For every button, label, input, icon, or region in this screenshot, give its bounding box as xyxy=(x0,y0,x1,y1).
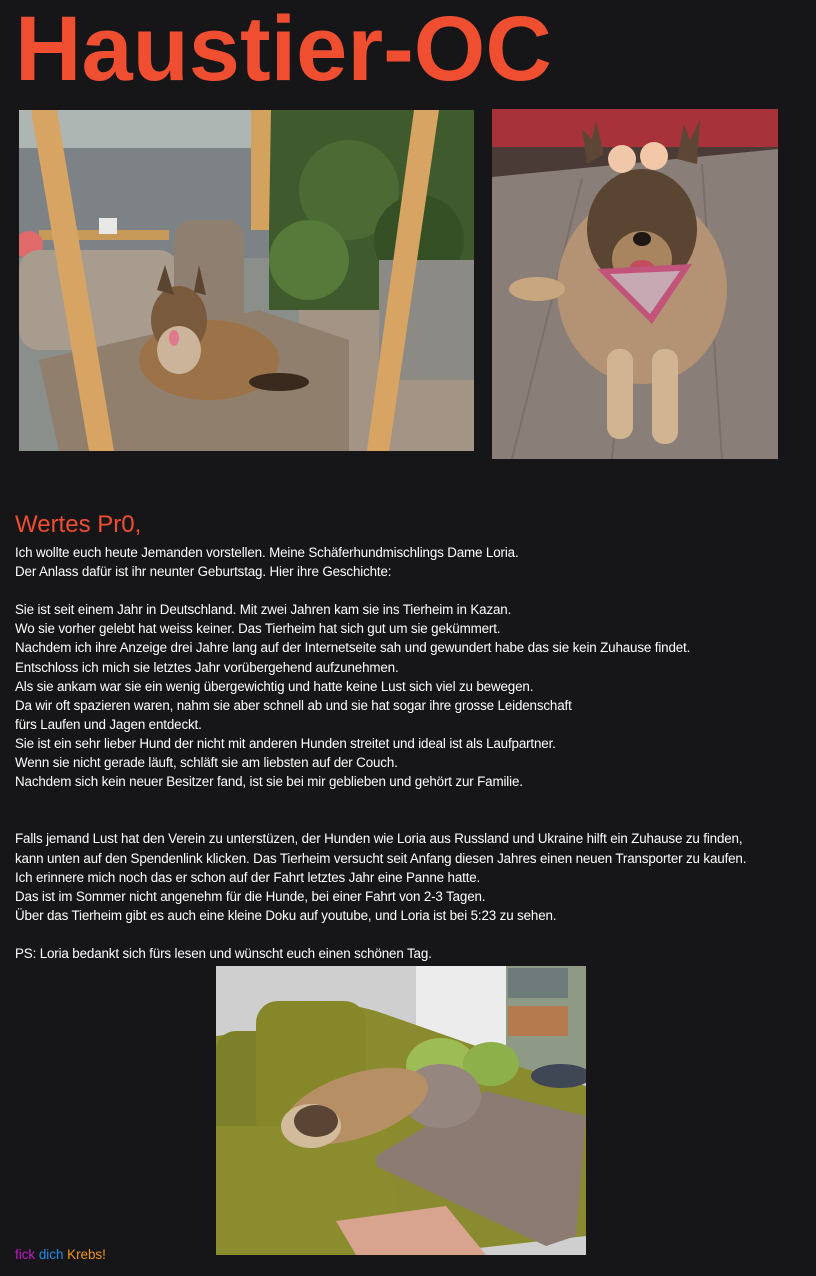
photo-dog-sleeping-on-sofa xyxy=(216,966,586,1255)
photo-dog-on-outdoor-couch xyxy=(19,110,474,451)
story-line: Da wir oft spazieren waren, nahm sie aber schnell ab und sie hat sogar ihre grosse Leidenschaft xyxy=(15,697,572,713)
story-line: fürs Laufen und Jagen entdeckt. xyxy=(15,716,202,732)
story-line: Als sie ankam war sie ein wenig übergewichtig und hatte keine Lust sich viel zu bewegen. xyxy=(15,678,534,694)
paragraph-spacer xyxy=(15,925,815,944)
page-title: Haustier-OC xyxy=(15,0,552,100)
photo-dog-on-outdoor-couch-image xyxy=(19,110,474,451)
photo-dog-sleeping-on-sofa-image xyxy=(216,966,586,1255)
paragraph-spacer xyxy=(15,791,815,829)
story-line: Nachdem sich kein neuer Besitzer fand, ist sie bei mir geblieben und gehört zur Familie. xyxy=(15,774,523,790)
footer-signature xyxy=(15,1247,106,1263)
post-body xyxy=(15,543,815,963)
ps-line: PS: Loria bedankt sich fürs lesen und wünscht euch einen schönen Tag. xyxy=(15,945,432,961)
donation-line: Ich erinnere mich noch das er schon auf der Fahrt letztes Jahr eine Panne hatte. xyxy=(15,869,481,885)
donation-line: Das ist im Sommer nicht angenehm für die Hunde, bei einer Fahrt von 2-3 Tagen. xyxy=(15,888,486,904)
story-line: Wo sie vorher gelebt hat weiss keiner. Das Tierheim hat sich gut um sie gekümmert. xyxy=(15,621,501,637)
intro-line: Der Anlass dafür ist ihr neunter Geburtstag. Hier ihre Geschichte: xyxy=(15,564,392,580)
footer-word: dich xyxy=(38,1247,64,1262)
story-line: Sie ist ein sehr lieber Hund der nicht mit anderen Hunden streitet und ideal ist als Laufpartner. xyxy=(15,735,556,751)
story-line: Entschloss ich mich sie letztes Jahr vorübergehend aufzunehmen. xyxy=(15,659,399,675)
photo-dog-with-antlers-image xyxy=(492,109,778,459)
donation-line: Über das Tierheim gibt es auch eine kleine Doku auf youtube, und Loria ist bei 5:23 zu sehen. xyxy=(15,907,557,923)
photo-dog-with-antlers xyxy=(492,109,778,459)
story-line: Nachdem ich ihre Anzeige drei Jahre lang auf der Internetseite sah und gewundert habe das sie kein Zuhause findet. xyxy=(15,640,691,656)
donation-line: kann unten auf den Spendenlink klicken. Das Tierheim versucht seit Anfang diesen Jahres einen neuen Transporter zu kaufen. xyxy=(15,850,747,866)
donation-line: Falls jemand Lust hat den Verein zu unterstüzen, der Hunden wie Loria aus Russland und Ukraine hilft ein Zuhause zu finden, xyxy=(15,831,743,847)
story-line: Wenn sie nicht gerade läuft, schläft sie am liebsten auf der Couch. xyxy=(15,755,398,771)
footer-word: fick xyxy=(15,1247,36,1262)
footer-word: Krebs! xyxy=(67,1247,106,1262)
story-line: Sie ist seit einem Jahr in Deutschland. Mit zwei Jahren kam sie ins Tierheim in Kazan. xyxy=(15,602,512,618)
intro-line: Ich wollte euch heute Jemanden vorstellen. Meine Schäferhundmischlings Dame Loria. xyxy=(15,545,519,560)
post-greeting: Wertes Pr0, xyxy=(15,511,142,538)
paragraph-spacer xyxy=(15,581,815,600)
